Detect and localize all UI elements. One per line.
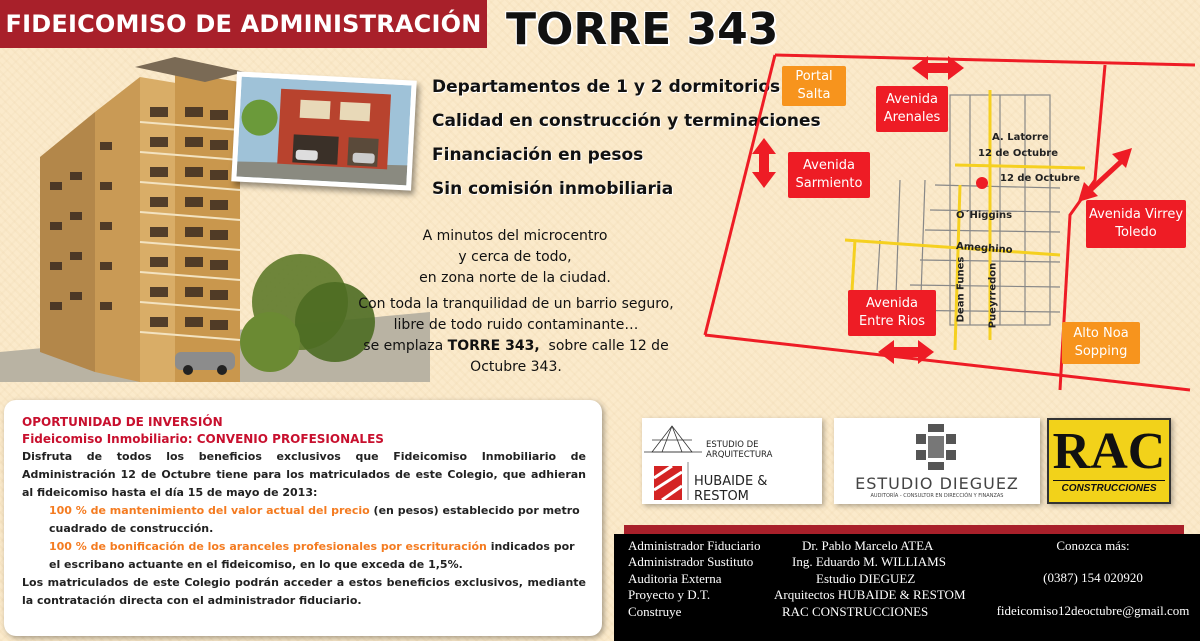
credit-name: RAC CONSTRUCCIONES [782,603,929,619]
credit-role: Construye [628,603,682,619]
investment-closing: Los matriculados de este Colegio podrán acceder a estos beneficios exclusivos, mediante la contratación directa con el administrador fiduciario. [22,576,586,607]
credit-name: Arquitectos HUBAIDE & RESTOM [774,587,966,603]
location-text-part: se emplaza [363,338,448,354]
credits-names [774,538,966,620]
arrow-sarmiento-icon [752,138,776,188]
avenue-arenales-line [775,55,1195,65]
benefit-text: (en pesos) establecido por metro cuadrado de construcción. [49,504,580,535]
benefit-highlight: 100 % de bonificación de los aranceles profesionales por escrituración [49,540,487,553]
hubaide-name: HUBAIDE & RESTOM [694,474,768,504]
rac-subtitle: CONSTRUCCIONES [1053,480,1165,494]
map-label-avenida-entre-rios: Avenida Entre Rios [848,290,936,336]
location-line: Con toda la tranquilidad de un barrio seguro, [358,296,674,312]
street-label-dean-funes: Dean Funes [955,256,967,323]
intro-text [360,226,670,289]
location-text [356,294,676,378]
feature-item: Sin comisión inmobiliaria [432,179,674,199]
credit-name: Dr. Pablo Marcelo ATEA [802,538,934,553]
map-label-avenida-virrey-toledo: Avenida Virrey Toledo [1086,200,1186,248]
credit-role: Administrador Sustituto [628,554,754,570]
investment-subtitle: Fideicomiso Inmobiliario: CONVENIO PROFESIONALES [22,432,384,446]
logo-hubaide-restom [642,418,822,504]
credit-role: Proyecto y D.T. [628,587,711,603]
page-title: TORRE 343 [506,4,779,55]
dieguez-name: ESTUDIO DIEGUEZ [855,474,1019,493]
investment-benefit [22,538,586,574]
map-label-alto-noa: Alto Noa Sopping [1062,322,1140,364]
credits-panel [614,534,1200,641]
location-marker-icon [976,177,988,189]
location-text-part: sobre calle 12 de [539,338,669,354]
credits-roles [628,538,761,620]
location-map [700,40,1200,410]
intro-line: A minutos del microcentro [422,228,608,244]
map-label-avenida-arenales: Avenida Arenales [876,86,948,132]
feature-item: Departamentos de 1 y 2 dormitorios [432,77,781,97]
header-banner: FIDEICOMISO DE ADMINISTRACIÓN [0,0,487,48]
street-label-ohiggins: O´Higgins [956,210,1013,221]
location-building-name: TORRE 343, [447,338,540,354]
map-label-avenida-sarmiento: Avenida Sarmiento [788,152,870,198]
street-label-12-de-octubre-2: 12 de Octubre [1000,173,1081,184]
location-line [356,336,676,357]
investment-title: OPORTUNIDAD DE INVERSIÓN [22,415,223,429]
hubaide-subtitle: ESTUDIO DE ARQUITECTURA [706,440,773,460]
location-line: Octubre 343. [470,359,562,375]
investment-panel [4,400,602,636]
intro-line: en zona norte de la ciudad. [419,270,611,286]
contact-phone: (0387) 154 020920 [1043,570,1143,586]
contact-email[interactable]: fideicomiso12deoctubre@gmail.com [996,602,1190,618]
credit-role: Administrador Fiduciario [628,538,761,553]
intro-line: y cerca de todo, [458,249,572,265]
investment-benefit [22,502,586,538]
benefit-text: indicados por el escribano actuante en el fideicomiso, en lo que exceda de 1,5%. [49,540,575,571]
map-label-portal-salta: Portal Salta [782,66,846,106]
street-label-ameghino: Ameghino [955,241,1013,256]
dieguez-logo-icon [906,422,966,472]
rac-name: RAC [1052,423,1166,480]
credit-name: Estudio DIEGUEZ [816,570,916,586]
credit-name: Ing. Eduardo M. WILLIAMS [792,554,946,570]
building-photo [231,71,417,190]
location-line: libre de todo ruido contaminante… [393,317,639,333]
dieguez-tagline: AUDITORÍA - CONSULTOR EN DIRECCIÓN Y FINANZAS [870,493,1004,499]
logo-estudio-dieguez [834,418,1040,504]
credit-role: Auditoria Externa [628,570,722,586]
street-label-12-de-octubre: 12 de Octubre [978,148,1059,159]
avenue-sarmiento-line [705,55,775,335]
feature-item: Financiación en pesos [432,145,644,165]
investment-body: Disfruta de todos los beneficios exclusivos que Fideicomiso Inmobiliario de Administración 12 de Octubre tiene para los matriculados de este Colegio, que adhieran al fideicomiso hasta el día 15 de mayo de 2013: [22,450,586,499]
feature-item: Calidad en construcción y terminaciones [432,111,821,131]
street-label-a-latorre: A. Latorre [992,132,1049,143]
logo-rac-construcciones [1047,418,1171,504]
benefit-highlight: 100 % de mantenimiento del valor actual del precio [49,504,370,517]
contact-title: Conozca más: [1056,538,1130,553]
credits-contact [990,538,1196,619]
street-label-pueyrredon: Pueyrredon [987,262,999,329]
